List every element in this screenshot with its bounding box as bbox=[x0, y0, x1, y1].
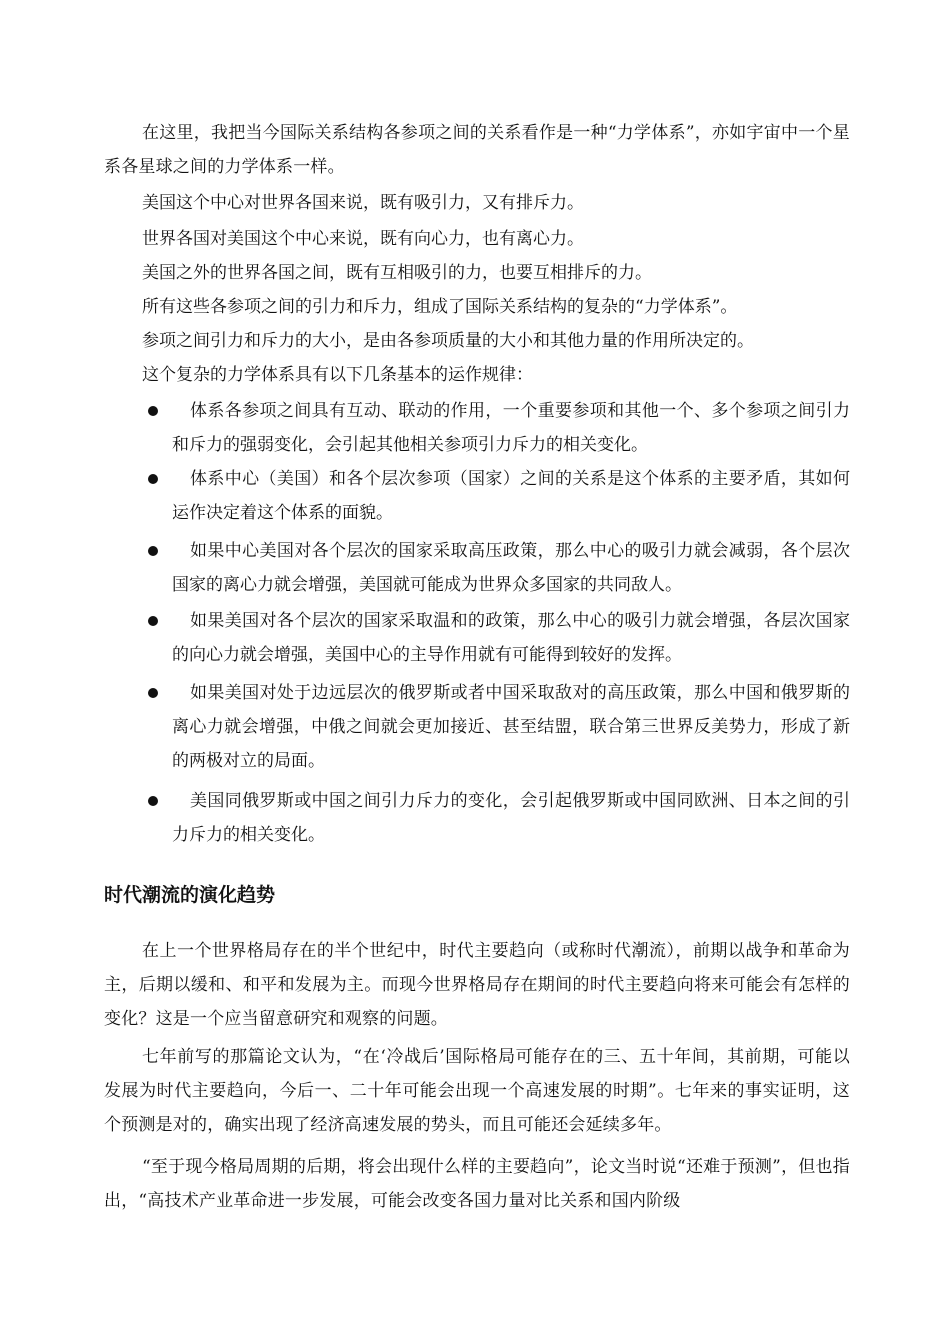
paragraph-force-system: 所有这些各参项之间的引力和斥力，组成了国际关系结构的复杂的“力学体系”。 bbox=[142, 297, 738, 317]
paragraph-rules-intro: 这个复杂的力学体系具有以下几条基本的运作规律： bbox=[142, 365, 533, 385]
bullet-icon bbox=[148, 474, 158, 484]
bullet-icon bbox=[148, 546, 158, 556]
section-heading: 时代潮流的演化趋势 bbox=[104, 884, 276, 906]
list-item-text: 如果美国对各个层次的国家采取温和的政策，那么中心的吸引力就会增强，各层次国家的向心力就会增强，美国中心的主导作用就有可能得到较好的发挥。 bbox=[172, 611, 850, 665]
list-item-text: 如果中心美国对各个层次的国家采取高压政策，那么中心的吸引力就会减弱，各个层次国家的离心力就会增强，美国就可能成为世界众多国家的共同敌人。 bbox=[172, 541, 850, 595]
bullet-icon bbox=[148, 406, 158, 416]
paragraph-prediction: 七年前写的那篇论文认为，“在‘冷战后’国际格局可能存在的三、五十年间，其前期，可能以发展为时代主要趋向，今后一、二十年可能会出现一个高速发展的时期”。七年来的事实证明，这个预测是对的，确实出现了经济高速发展的势头，而且可能还会延续多年。 bbox=[104, 1047, 850, 1135]
paragraph-era-trend: 在上一个世界格局存在的半个世纪中，时代主要趋向（或称时代潮流），前期以战争和革命为主，后期以缓和、和平和发展为主。而现今世界格局存在期间的时代主要趋向将来可能会有怎样的变化？这是一个应当留意研究和观察的问题。 bbox=[104, 941, 850, 1029]
paragraph-us-center: 美国这个中心对世界各国来说，既有吸引力，又有排斥力。 bbox=[142, 193, 584, 213]
paragraph-world-countries: 世界各国对美国这个中心来说，既有向心力，也有离心力。 bbox=[142, 229, 584, 249]
bullet-icon bbox=[148, 688, 158, 698]
paragraph-other-countries: 美国之外的世界各国之间，既有互相吸引的力，也要互相排斥的力。 bbox=[142, 263, 652, 283]
list-item-text: 体系中心（美国）和各个层次参项（国家）之间的关系是这个体系的主要矛盾，其如何运作决定着这个体系的面貌。 bbox=[172, 469, 850, 523]
bullet-icon bbox=[148, 796, 158, 806]
paragraph-force-magnitude: 参项之间引力和斥力的大小，是由各参项质量的大小和其他力量的作用所决定的。 bbox=[142, 331, 754, 351]
bullet-icon bbox=[148, 616, 158, 626]
list-item-text: 如果美国对处于边远层次的俄罗斯或者中国采取敌对的高压政策，那么中国和俄罗斯的离心力就会增强，中俄之间就会更加接近、甚至结盟，联合第三世界反美势力，形成了新的两极对立的局面。 bbox=[172, 683, 850, 771]
paragraph-intro: 在这里，我把当今国际关系结构各参项之间的关系看作是一种“力学体系”，亦如宇宙中一个星系各星球之间的力学体系一样。 bbox=[104, 123, 850, 177]
list-item-text: 美国同俄罗斯或中国之间引力斥力的变化，会引起俄罗斯或中国同欧洲、日本之间的引力斥力的相关变化。 bbox=[172, 791, 850, 845]
paragraph-later-period: “至于现今格局周期的后期，将会出现什么样的主要趋向”，论文当时说“还难于预测”，但也指出，“高技术产业革命进一步发展，可能会改变各国力量对比关系和国内阶级 bbox=[104, 1157, 850, 1211]
list-item-text: 体系各参项之间具有互动、联动的作用，一个重要参项和其他一个、多个参项之间引力和斥力的强弱变化，会引起其他相关参项引力斥力的相关变化。 bbox=[172, 401, 850, 455]
